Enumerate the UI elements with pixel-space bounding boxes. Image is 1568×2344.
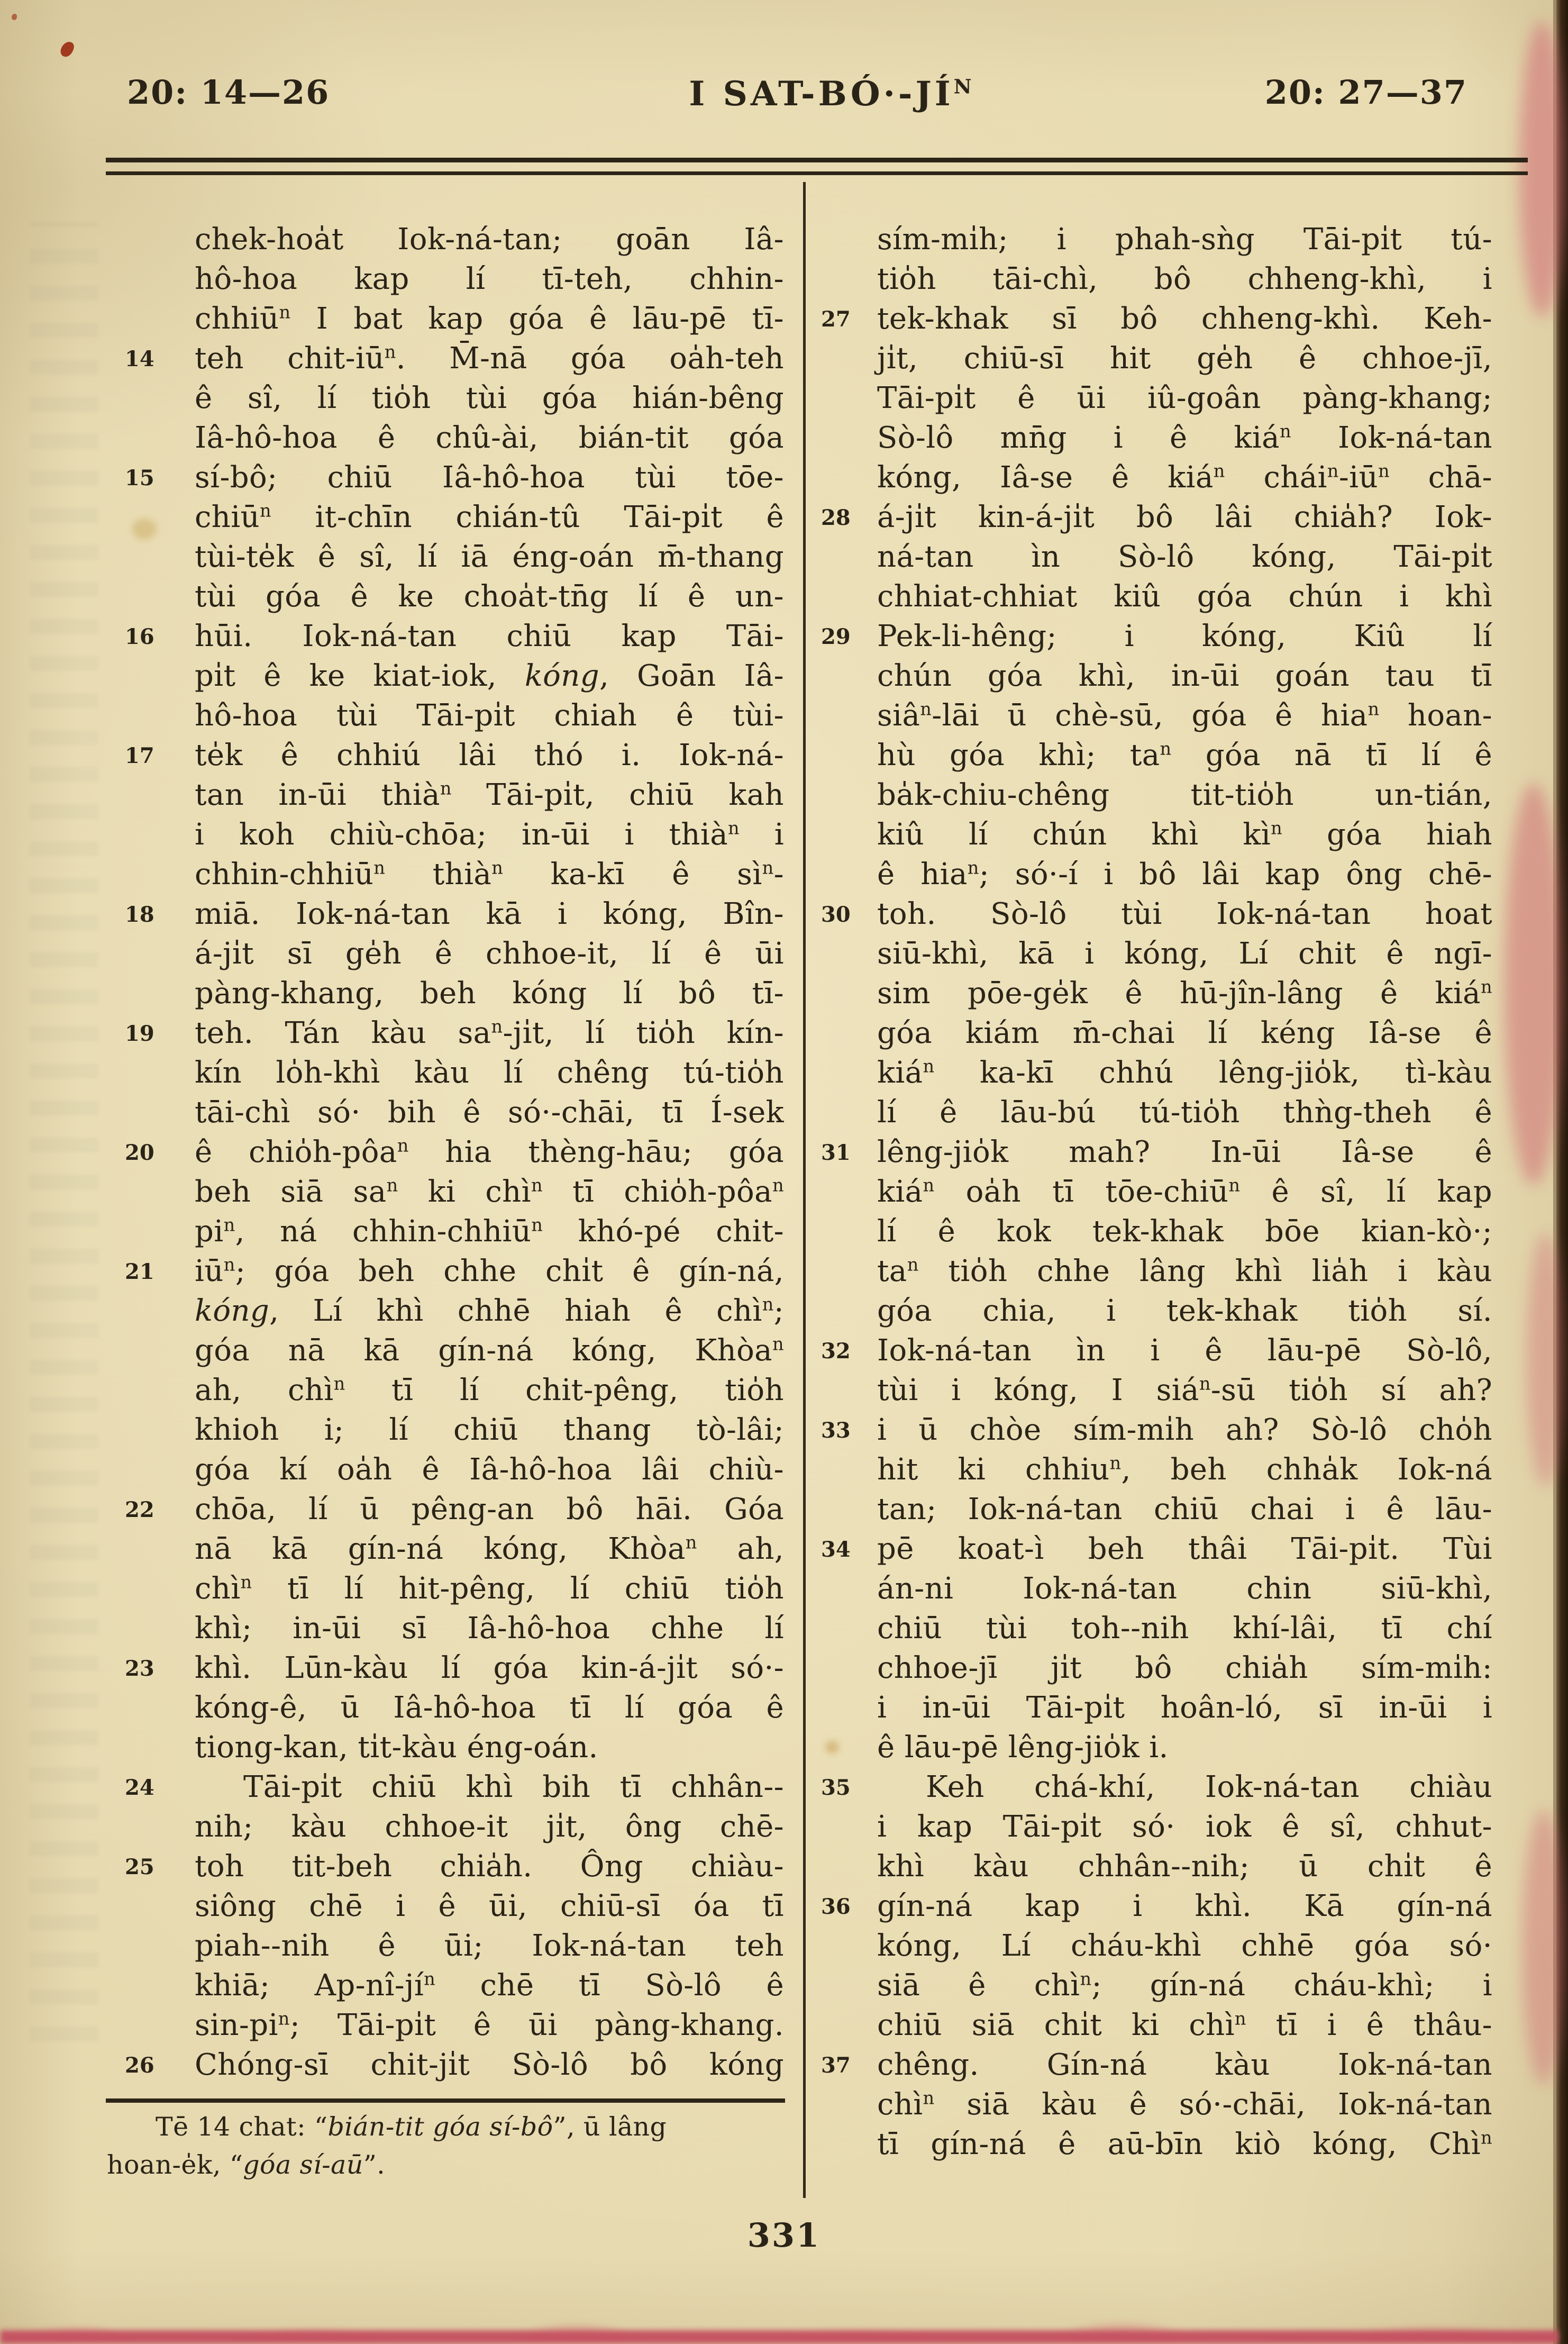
line-text: sím-mi̍h; i phah-sǹg Tāi-pi̍t tú-: [877, 222, 1492, 257]
superscript-n: n: [1109, 1452, 1122, 1474]
text-line: [877, 537, 1492, 577]
text-line: [195, 378, 784, 418]
superscript-n: n: [397, 1135, 409, 1156]
text-line: [877, 1926, 1492, 1966]
line-text: $\sin-pi^n$; Tāi-pi̍t ê ūi pàng-khang.: [195, 2008, 784, 2042]
line-text: tùi-te̍k ê sî, lí iā éng-oán m̄-thang: [195, 540, 784, 574]
superscript-n: n: [1480, 2127, 1492, 2148]
text-line: [877, 1807, 1492, 1847]
text-line: [821, 894, 1492, 934]
text-line: [821, 299, 1492, 339]
line-text: chhiat-chhiat kiû góa chún i khì: [877, 579, 1492, 614]
header-verse-range-right: 20: 27—37: [1264, 73, 1467, 112]
verse-number: 15: [125, 466, 154, 490]
red-edge-stain-bottom: [0, 2303, 1558, 2344]
line-text: toh tit-beh chia̍h. Ông chiàu-: [195, 1849, 784, 1884]
text-line: [195, 220, 784, 259]
verse-number: 14: [125, 347, 154, 371]
line-text: teh. Tán kàu $sa^n-ji̍t$, lí tio̍h kín-: [195, 1016, 784, 1050]
superscript-n: n: [278, 2008, 290, 2029]
superscript-n: n: [923, 2087, 935, 2109]
line-text: beh siā $sa^n$ ki chì$^n$ tī chio̍h-pôa$^n$: [195, 1175, 784, 1209]
text-line: [877, 1172, 1492, 1212]
text-line: [877, 1251, 1492, 1291]
line-text: khiā; $Ap-nî-jí^n$ chē tī Sò-lô ê: [195, 1968, 785, 2003]
text-line: [195, 1212, 784, 1251]
text-line: [877, 1489, 1492, 1529]
line-text: $pi^n$, ná chhin-chhiū$^n$ khó-pé chit-: [195, 1214, 784, 1249]
superscript-n: n: [727, 817, 740, 839]
red-edge-stain-top-right: [1519, 21, 1565, 317]
header-rule-bottom: [106, 171, 1528, 175]
text-line: [125, 616, 784, 656]
line-text: chōa, lí ū pêng-an bô hāi. Góa: [195, 1492, 784, 1527]
line-text: i kap Tāi-pi̍t só· iok ê sî, chhut-: [877, 1810, 1492, 1844]
text-line: [877, 1291, 1492, 1331]
line-text: khì; in-ūi sī Iâ-hô-hoa chhe lí: [195, 1611, 784, 1646]
text-line: [877, 696, 1492, 735]
text-line: [195, 1331, 784, 1370]
text-line: [877, 1648, 1492, 1688]
paper-stain-spot-small: [825, 1741, 839, 1754]
text-line: [195, 1172, 784, 1212]
column-divider-rule: [803, 182, 806, 2198]
text-column-right: [821, 220, 1493, 2164]
superscript-n: n: [772, 1333, 784, 1355]
page-number: 331: [747, 2216, 821, 2255]
text-line: [877, 1688, 1492, 1728]
line-text: kiû lí chún khì $kì^n$ góa hiah: [877, 817, 1492, 852]
red-edge-stain-right-2: [1527, 1233, 1564, 1487]
red-edge-stain-right-1: [1505, 783, 1563, 1185]
superscript-n: n: [1234, 2008, 1246, 2029]
superscript-n: n: [1368, 698, 1380, 720]
text-line: [877, 458, 1492, 497]
text-line: [821, 1886, 1492, 1926]
superscript-n: n: [772, 1175, 784, 1196]
superscript-n: n: [440, 778, 452, 799]
text-line: [877, 1053, 1492, 1093]
text-line: [125, 1767, 784, 1807]
verse-number: 35: [821, 1775, 851, 1800]
line-text: khioh i; lí chiū thang tò-lâi;: [195, 1413, 784, 1447]
verse-number: 36: [821, 1894, 851, 1919]
superscript-n: n: [1213, 460, 1225, 481]
line-text: piah--nih ê ūi; Iok-ná-tan teh: [195, 1929, 784, 1963]
line-text: chiū$^n$ it-chīn chián-tû Tāi-pi̍t ê: [195, 500, 784, 534]
text-line: [821, 1410, 1492, 1450]
text-line: [877, 735, 1492, 775]
line-text: kóng, Lí cháu-khì chhē góa só·: [877, 1929, 1492, 1963]
line-text: pē koat-ì beh thâi Tāi-pi̍t. Tùi: [877, 1532, 1492, 1566]
line-text: tek-khak sī bô chheng-khì. Keh-: [877, 302, 1492, 336]
line-text: hô-hoa kap lí tī-teh, chhin-: [195, 262, 784, 296]
superscript-n: n: [1199, 1373, 1211, 1394]
verse-number: 37: [821, 2053, 851, 2078]
text-line: [195, 1569, 784, 1609]
line-text: Chóng-sī chit-ji̍t Sò-lô bô kóng: [195, 2048, 784, 2082]
text-line: [195, 299, 784, 339]
text-line: [877, 2124, 1492, 2164]
line-text: góa kiám m̄-chai lí kéng Iâ-se ê: [877, 1016, 1492, 1050]
superscript-n: n: [1378, 460, 1390, 481]
line-text: ê chio̍h-pôa$^n$ hia thèng-hāu; góa: [195, 1135, 784, 1169]
verse-number: 20: [125, 1140, 154, 1165]
header-rule-top: [106, 158, 1528, 162]
verse-number: 31: [821, 1140, 851, 1165]
superscript-n: n: [762, 1294, 774, 1315]
line-text: tio̍h tāi-chì, bô chheng-khì, i: [877, 262, 1492, 296]
book-title: [561, 74, 1100, 114]
line-text: án-ni Iok-ná-tan chin siū-khì,: [877, 1571, 1492, 1606]
line-text: lí ê kok tek-khak bōe kian-kò·;: [877, 1214, 1492, 1249]
line-text: nih; kàu chhoe-it ji̍t, ông chē-: [195, 1810, 784, 1844]
superscript-n: n: [1228, 1175, 1241, 1196]
verse-number: 16: [125, 624, 154, 649]
text-line: [125, 1648, 784, 1688]
superscript-n: n: [424, 1968, 436, 1989]
line-text: kiá$^n$ ka-kī chhú lêng-jio̍k, tì-kàu: [877, 1056, 1492, 1090]
line-text: tiong-kan, ti̍t-kàu éng-oán.: [195, 1730, 598, 1765]
line-text: hit ki chhiu$^n$, beh chha̍k Iok-ná: [877, 1452, 1492, 1487]
text-line: [877, 1093, 1492, 1132]
line-text: kóng, Iâ-se ê kiá$^n$ $chái^n-iū^n$ chā-: [877, 460, 1493, 495]
verse-number: 33: [821, 1418, 851, 1443]
line-text: sim pōe-ge̍k ê hū-jîn-lâng ê kiá$^n$: [877, 976, 1492, 1011]
line-text: tan in-ūi thià$^n$ Tāi-pi̍t, chiū kah: [195, 778, 784, 812]
verse-number: 27: [821, 307, 851, 332]
text-line: [877, 259, 1492, 299]
line-text: chhin-chhiū$^n$ thià$^n$ ka-kī ê $sì^n-$: [195, 857, 784, 892]
text-line: [195, 1450, 784, 1489]
text-line: [195, 775, 784, 815]
line-text: á-ji̍t sī ge̍h ê chhoe-it, lí ê ūi: [195, 937, 784, 971]
line-text: chiū tùi toh--nih khí-lâi, tī chí: [877, 1611, 1492, 1646]
text-line: [195, 1093, 784, 1132]
line-text: tùi góa ê ke choa̍t-tn̄g lí ê un-: [195, 579, 784, 614]
line-text: Pek-li-hêng; i kóng, Kiû lí: [877, 619, 1492, 653]
superscript-n: n: [491, 857, 504, 878]
verse-number: 29: [821, 624, 851, 649]
line-text: gín-ná kap i khì. Kā gín-ná: [877, 1889, 1492, 1923]
line-text: hô-hoa tùi Tāi-pi̍t chiah ê tùi-: [195, 698, 784, 733]
text-line: [877, 339, 1492, 378]
line-text: siông chē i ê ūi, chiū-sī óa tī: [195, 1889, 784, 1923]
text-line: [195, 497, 784, 537]
text-line: [125, 2045, 784, 2085]
line-text: ba̍k-chiu-chêng tit-tio̍h un-tián,: [877, 778, 1492, 812]
line-text: toh. Sò-lô tùi Iok-ná-tan hoat: [877, 897, 1492, 931]
line-text: teh chit-$iū^n$. M̄-nā góa oa̍h-teh: [195, 341, 784, 376]
text-line: [195, 1926, 784, 1966]
text-line: [125, 1847, 784, 1886]
line-text: $ta^n$ tio̍h chhe lâng khì lia̍h i kàu: [877, 1254, 1492, 1288]
text-line: [195, 1966, 784, 2005]
line-text: siā ê chì$^n$; gín-ná cháu-khì; i: [877, 1968, 1492, 2003]
footnote: [107, 2108, 790, 2184]
line-text: kiá$^n$ oa̍h tī tōe-chiū$^n$ ê sî, lí kap: [877, 1175, 1493, 1209]
text-line: [877, 1609, 1492, 1648]
text-line: [877, 1013, 1492, 1053]
text-line: [125, 735, 784, 775]
superscript-n: n: [223, 1214, 235, 1235]
verse-number: 21: [125, 1259, 154, 1284]
superscript-n: n: [1327, 460, 1339, 481]
line-text: miā. Iok-ná-tan kā i kóng, Bîn-: [195, 897, 784, 931]
text-line: [821, 1132, 1492, 1172]
line-text: kóng-ê, ū Iâ-hô-hoa tī lí góa ê: [195, 1691, 784, 1725]
line-text: chêng. Gín-ná kàu Iok-ná-tan: [877, 2048, 1492, 2082]
text-line: [877, 1966, 1492, 2005]
text-line: [125, 1251, 784, 1291]
text-column-left: [125, 220, 785, 2085]
line-text: pi̍t ê ke kiat-iok, kóng, Goān Iâ-: [195, 659, 784, 693]
text-line: [195, 537, 784, 577]
text-line: [195, 815, 784, 855]
verse-number: 19: [125, 1021, 154, 1046]
line-text: góa nā kā gín-ná kóng, Khòa$^n$: [195, 1333, 784, 1368]
line-text: lêng-jio̍k mah? In-ūi Iâ-se ê: [877, 1135, 1492, 1169]
footnote-line: [107, 2108, 790, 2146]
text-line: [821, 1529, 1492, 1569]
paper-stain-spot: [132, 519, 157, 540]
text-line: [877, 1450, 1492, 1489]
book-title-superscript-n: N: [953, 75, 972, 98]
verse-number: 22: [125, 1497, 154, 1522]
text-line: [195, 1807, 784, 1847]
text-line: [877, 220, 1492, 259]
text-line: [877, 1728, 1492, 1767]
text-line: [195, 934, 784, 974]
superscript-n: n: [223, 1254, 235, 1275]
text-line: [125, 1013, 784, 1053]
line-text: hūi. Iok-ná-tan chiū kap Tāi-: [195, 619, 784, 653]
line-text: ê hia$^n$; só·-í i bô lâi kap ông chē-: [877, 857, 1492, 892]
superscript-n: n: [384, 341, 396, 362]
text-line: [195, 855, 784, 894]
line-text: tùi i kóng, I siá$^n$-sū tio̍h sí ah?: [877, 1373, 1492, 1407]
text-line: [195, 259, 784, 299]
line-text: kóng, Lí khì chhē hiah ê chì$^n$;: [195, 1294, 784, 1328]
text-line: [877, 974, 1492, 1013]
text-line: [195, 1410, 784, 1450]
red-ink-speck-small: [12, 14, 17, 20]
text-line: [877, 656, 1492, 696]
superscript-n: n: [1279, 421, 1291, 442]
superscript-n: n: [386, 1175, 398, 1196]
superscript-n: n: [531, 1214, 543, 1235]
red-ink-speck: [59, 40, 76, 59]
text-line: [195, 1609, 784, 1648]
verse-number: 23: [125, 1656, 154, 1681]
line-text: Tāi-pi̍t ê ūi iû-goân pàng-khang;: [877, 381, 1492, 415]
header-verse-range-left: 20: 14—26: [127, 73, 330, 112]
line-text: i koh chiù-chōa; in-ūi i thià$^n$ i: [195, 817, 785, 852]
text-line: [821, 616, 1492, 656]
line-text: ê lāu-pē lêng-jio̍k i.: [877, 1730, 1169, 1765]
line-text: góa chia, i tek-khak tio̍h sí.: [877, 1294, 1492, 1328]
text-line: [821, 1767, 1492, 1807]
line-text: siâ$^n$-lāi ū chè-sū, góa ê hia$^n$ hoan-: [877, 698, 1493, 733]
text-line: [877, 934, 1492, 974]
line-text: khì kàu chhân--nih; ū chi̍t ê: [877, 1849, 1492, 1884]
line-text: Sò-lô mn̄g i ê kiá$^n$ Iok-ná-tan: [877, 421, 1492, 455]
text-line: [195, 696, 784, 735]
red-edge-stain-right-3: [1523, 1810, 1565, 2085]
text-line: [195, 656, 784, 696]
line-text: tāi-chì só· bih ê só·-chāi, tī Í-sek: [195, 1095, 784, 1130]
text-line: [125, 894, 784, 934]
superscript-n: n: [967, 857, 979, 878]
text-line: [125, 458, 784, 497]
line-text: chì$^n$ siā kàu ê só·-chāi, Iok-ná-tan: [877, 2087, 1492, 2122]
text-line: [821, 2045, 1492, 2085]
superscript-n: n: [240, 1571, 252, 1593]
text-line: [125, 1132, 784, 1172]
superscript-n: n: [333, 1373, 345, 1394]
line-text: hoan-e̍k, “góa sí-aū”.: [107, 2150, 386, 2180]
line-text: Iâ-hô-hoa ê chû-ài, bián-tit góa: [195, 421, 784, 455]
superscript-n: n: [907, 1254, 919, 1275]
line-text: i ū chòe sím-mi̍h ah? Sò-lô cho̍h: [877, 1413, 1492, 1447]
verse-number: 17: [125, 743, 154, 768]
line-text: te̍k ê chhiú lâi thó i. Iok-ná-: [195, 738, 784, 773]
line-text: Iok-ná-tan ìn i ê lāu-pē Sò-lô,: [877, 1333, 1492, 1368]
line-text: ji̍t, chiū-sī hit ge̍h ê chhoe-jī,: [877, 341, 1492, 376]
line-text: chì$^n$ tī lí hit-pêng, lí chiū tio̍h: [195, 1571, 784, 1606]
superscript-n: n: [1080, 1968, 1092, 1989]
verse-number: 32: [821, 1339, 851, 1364]
superscript-n: n: [762, 857, 774, 878]
line-text: Tāi-pi̍t chiū khì bih tī chhân--: [243, 1770, 784, 1804]
line-text: sí-bô; chiū Iâ-hô-hoa tùi tōe-: [195, 460, 784, 495]
line-text: ná-tan ìn Sò-lô kóng, Tāi-pi̍t: [877, 540, 1492, 574]
text-line: [125, 339, 784, 378]
text-line: [877, 577, 1492, 616]
footnote-line: [107, 2146, 790, 2184]
superscript-n: n: [531, 1175, 543, 1196]
line-text: pàng-khang, beh kóng lí bô tī-: [195, 976, 784, 1011]
superscript-n: n: [491, 1016, 503, 1037]
text-line: [195, 1529, 784, 1569]
text-line: [195, 1370, 784, 1410]
text-line: [195, 974, 784, 1013]
text-line: [195, 1291, 784, 1331]
text-line: [195, 1728, 784, 1767]
line-text: chek-hoa̍t Iok-ná-tan; goān Iâ-: [195, 222, 784, 257]
verse-number: 34: [821, 1537, 851, 1562]
text-line: [821, 497, 1492, 537]
text-line: [877, 775, 1492, 815]
superscript-n: n: [920, 698, 932, 720]
line-text: nā kā gín-ná kóng, Khòa$^n$ ah,: [195, 1532, 784, 1566]
superscript-n: n: [1271, 817, 1283, 839]
line-text: Tē 14 chat: “bián-tit góa sí-bô”, ū lâng: [156, 2112, 667, 2142]
text-line: [195, 1886, 784, 1926]
text-line: [877, 378, 1492, 418]
line-text: kín lo̍h-khì kàu lí chêng tú-tio̍h: [195, 1056, 784, 1090]
text-line: [195, 1688, 784, 1728]
text-line: [877, 1847, 1492, 1886]
superscript-n: n: [1480, 976, 1492, 997]
text-line: [877, 855, 1492, 894]
line-text: lí ê lāu-bú tú-tio̍h thǹg-theh ê: [877, 1095, 1492, 1130]
line-text: chhiū$^n$ I bat kap góa ê lāu-pē tī-: [195, 302, 784, 336]
superscript-n: n: [923, 1056, 935, 1077]
line-text: chún góa khì, in-ūi goán tau tī: [877, 659, 1492, 693]
text-line: [195, 418, 784, 458]
verse-number: 18: [125, 902, 154, 927]
text-line: [877, 815, 1492, 855]
text-line: [877, 2085, 1492, 2124]
text-line: [877, 418, 1492, 458]
superscript-n: n: [923, 1175, 935, 1196]
line-text: Keh chá-khí, Iok-ná-tan chiàu: [926, 1770, 1492, 1804]
line-text: tī gín-ná ê aū-bīn kiò kóng, Chì$^n$: [877, 2127, 1492, 2161]
line-text: i in-ūi Tāi-pi̍t hoân-ló, sī in-ūi i: [877, 1691, 1492, 1725]
line-text: ah, chì$^n$ tī lí chit-pêng, tio̍h: [195, 1373, 784, 1407]
line-text: chhoe-jī ji̍t bô chia̍h sím-mi̍h:: [877, 1651, 1492, 1685]
verse-number: 26: [125, 2053, 154, 2078]
line-text: khì. Lūn-kàu lí góa kin-á-ji̍t só·-: [195, 1651, 784, 1685]
verse-number: 24: [125, 1775, 154, 1800]
text-line: [195, 1053, 784, 1093]
superscript-n: n: [279, 302, 291, 323]
line-text: ê sî, lí tio̍h tùi góa hián-bêng: [195, 381, 784, 415]
text-line: [821, 1331, 1492, 1370]
line-text: siū-khì, kā i kóng, Lí chit ê ngī-: [877, 937, 1492, 971]
show-through-ghost-text: [30, 222, 98, 2064]
superscript-n: n: [373, 857, 386, 878]
verse-number: 25: [125, 1855, 154, 1879]
footnote-rule: [106, 2098, 785, 2103]
text-line: [195, 577, 784, 616]
text-line: [877, 1212, 1492, 1251]
line-text: tan; Iok-ná-tan chiū chai i ê lāu-: [877, 1492, 1492, 1527]
text-line: [877, 1569, 1492, 1609]
line-text: hù góa khì; $ta^n$ góa nā tī lí ê: [877, 738, 1492, 773]
text-line: [877, 1370, 1492, 1410]
superscript-n: n: [685, 1532, 697, 1553]
superscript-n: n: [260, 500, 272, 521]
verse-number: 28: [821, 505, 851, 530]
line-text: á-ji̍t kin-á-ji̍t bô lâi chia̍h? Iok-: [877, 500, 1492, 534]
line-text: $iū^n$; góa beh chhe chi̍t ê gín-ná,: [195, 1254, 784, 1288]
text-line: [877, 2005, 1492, 2045]
text-line: [125, 1489, 784, 1529]
text-line: [195, 2005, 784, 2045]
line-text: chiū siā chi̍t ki chì$^n$ tī i ê thâu-: [877, 2008, 1492, 2042]
superscript-n: n: [1160, 738, 1172, 759]
line-text: góa kí oa̍h ê Iâ-hô-hoa lâi chiù-: [195, 1452, 784, 1487]
verse-number: 30: [821, 902, 851, 927]
book-title-text: I SAT-BÓ·-JÍ: [689, 74, 954, 114]
